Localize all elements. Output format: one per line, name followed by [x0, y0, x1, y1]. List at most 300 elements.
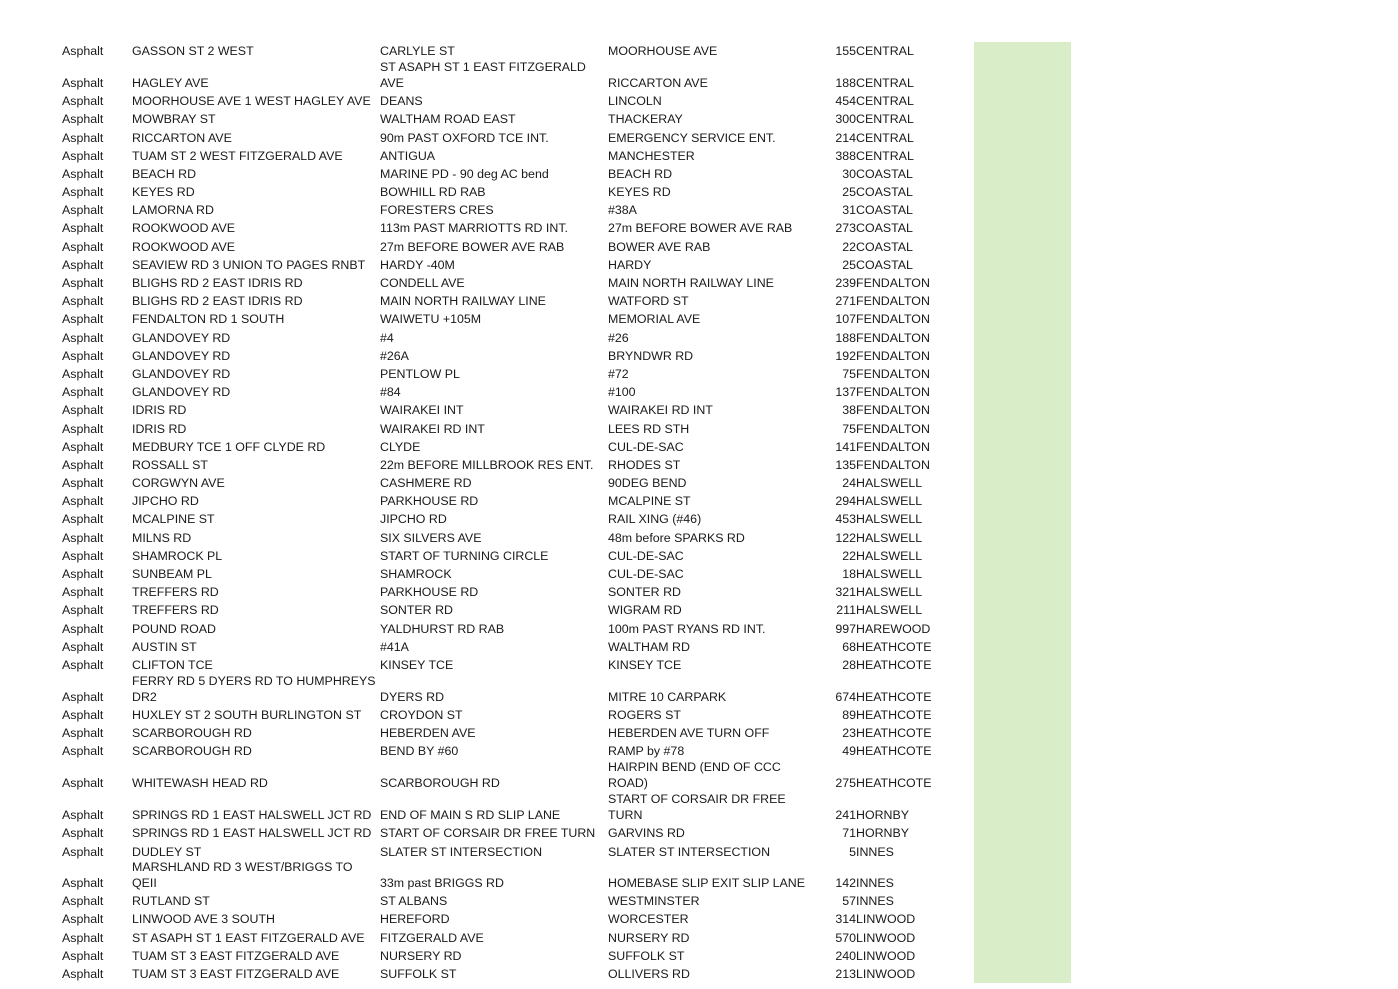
table-row[interactable]: [62, 219, 1071, 237]
cell-status[interactable]: [974, 619, 1071, 637]
cell-area[interactable]: [856, 419, 974, 437]
cell-to[interactable]: [608, 565, 808, 583]
table-row[interactable]: [62, 456, 1071, 474]
cell-to[interactable]: [608, 42, 808, 60]
cell-length[interactable]: [808, 456, 856, 474]
cell-status[interactable]: [974, 601, 1071, 619]
cell-area[interactable]: [856, 928, 974, 946]
cell-surface[interactable]: [62, 492, 132, 510]
cell-length[interactable]: [808, 201, 856, 219]
cell-road[interactable]: [132, 292, 380, 310]
cell-surface[interactable]: [62, 637, 132, 655]
cell-road[interactable]: [132, 237, 380, 255]
cell-from[interactable]: [380, 760, 608, 792]
cell-status[interactable]: [974, 565, 1071, 583]
cell-status[interactable]: [974, 892, 1071, 910]
cell-from[interactable]: [380, 565, 608, 583]
table-row[interactable]: [62, 42, 1071, 60]
cell-road[interactable]: [132, 42, 380, 60]
cell-from[interactable]: [380, 965, 608, 983]
cell-area[interactable]: [856, 965, 974, 983]
cell-area[interactable]: [856, 292, 974, 310]
cell-road[interactable]: [132, 792, 380, 824]
cell-area[interactable]: [856, 201, 974, 219]
table-row[interactable]: [62, 546, 1071, 564]
table-row[interactable]: [62, 255, 1071, 273]
cell-length[interactable]: [808, 583, 856, 601]
cell-length[interactable]: [808, 365, 856, 383]
cell-length[interactable]: [808, 219, 856, 237]
cell-area[interactable]: [856, 310, 974, 328]
table-row[interactable]: [62, 310, 1071, 328]
cell-area[interactable]: [856, 42, 974, 60]
table-row[interactable]: [62, 201, 1071, 219]
cell-area[interactable]: [856, 637, 974, 655]
cell-status[interactable]: [974, 546, 1071, 564]
table-row[interactable]: [62, 474, 1071, 492]
cell-length[interactable]: [808, 146, 856, 164]
cell-to[interactable]: [608, 760, 808, 792]
table-row[interactable]: [62, 824, 1071, 842]
table-row[interactable]: [62, 510, 1071, 528]
table-row[interactable]: [62, 637, 1071, 655]
cell-surface[interactable]: [62, 346, 132, 364]
cell-from[interactable]: [380, 419, 608, 437]
cell-road[interactable]: [132, 619, 380, 637]
cell-road[interactable]: [132, 910, 380, 928]
cell-area[interactable]: [856, 456, 974, 474]
table-row[interactable]: [62, 165, 1071, 183]
cell-length[interactable]: [808, 705, 856, 723]
cell-to[interactable]: [608, 910, 808, 928]
cell-surface[interactable]: [62, 292, 132, 310]
cell-status[interactable]: [974, 328, 1071, 346]
cell-status[interactable]: [974, 383, 1071, 401]
cell-length[interactable]: [808, 842, 856, 860]
cell-length[interactable]: [808, 474, 856, 492]
cell-road[interactable]: [132, 824, 380, 842]
cell-length[interactable]: [808, 292, 856, 310]
cell-from[interactable]: [380, 346, 608, 364]
cell-area[interactable]: [856, 656, 974, 674]
cell-road[interactable]: [132, 146, 380, 164]
cell-length[interactable]: [808, 274, 856, 292]
table-row[interactable]: [62, 965, 1071, 983]
cell-area[interactable]: [856, 60, 974, 92]
cell-road[interactable]: [132, 760, 380, 792]
cell-to[interactable]: [608, 965, 808, 983]
cell-area[interactable]: [856, 474, 974, 492]
cell-area[interactable]: [856, 165, 974, 183]
cell-length[interactable]: [808, 656, 856, 674]
table-row[interactable]: [62, 437, 1071, 455]
cell-road[interactable]: [132, 419, 380, 437]
cell-status[interactable]: [974, 365, 1071, 383]
cell-length[interactable]: [808, 255, 856, 273]
cell-area[interactable]: [856, 601, 974, 619]
cell-length[interactable]: [808, 183, 856, 201]
cell-to[interactable]: [608, 346, 808, 364]
cell-status[interactable]: [974, 792, 1071, 824]
cell-area[interactable]: [856, 619, 974, 637]
cell-road[interactable]: [132, 637, 380, 655]
cell-status[interactable]: [974, 237, 1071, 255]
cell-surface[interactable]: [62, 546, 132, 564]
table-row[interactable]: [62, 792, 1071, 824]
cell-from[interactable]: [380, 274, 608, 292]
cell-status[interactable]: [974, 219, 1071, 237]
cell-road[interactable]: [132, 565, 380, 583]
cell-to[interactable]: [608, 146, 808, 164]
cell-road[interactable]: [132, 742, 380, 760]
cell-from[interactable]: [380, 401, 608, 419]
cell-status[interactable]: [974, 128, 1071, 146]
cell-surface[interactable]: [62, 965, 132, 983]
cell-area[interactable]: [856, 255, 974, 273]
cell-road[interactable]: [132, 165, 380, 183]
cell-road[interactable]: [132, 892, 380, 910]
cell-to[interactable]: [608, 824, 808, 842]
cell-road[interactable]: [132, 724, 380, 742]
cell-to[interactable]: [608, 724, 808, 742]
cell-area[interactable]: [856, 510, 974, 528]
cell-status[interactable]: [974, 255, 1071, 273]
cell-status[interactable]: [974, 274, 1071, 292]
cell-surface[interactable]: [62, 219, 132, 237]
cell-surface[interactable]: [62, 42, 132, 60]
cell-status[interactable]: [974, 674, 1071, 706]
table-row[interactable]: [62, 274, 1071, 292]
table-row[interactable]: [62, 292, 1071, 310]
table-row[interactable]: [62, 419, 1071, 437]
cell-road[interactable]: [132, 92, 380, 110]
cell-to[interactable]: [608, 510, 808, 528]
cell-from[interactable]: [380, 824, 608, 842]
cell-road[interactable]: [132, 492, 380, 510]
cell-status[interactable]: [974, 824, 1071, 842]
cell-status[interactable]: [974, 860, 1071, 892]
cell-length[interactable]: [808, 619, 856, 637]
cell-status[interactable]: [974, 510, 1071, 528]
cell-road[interactable]: [132, 219, 380, 237]
cell-area[interactable]: [856, 892, 974, 910]
cell-area[interactable]: [856, 528, 974, 546]
table-row[interactable]: [62, 492, 1071, 510]
table-row[interactable]: [62, 656, 1071, 674]
cell-status[interactable]: [974, 742, 1071, 760]
cell-to[interactable]: [608, 292, 808, 310]
cell-from[interactable]: [380, 910, 608, 928]
cell-length[interactable]: [808, 946, 856, 964]
cell-to[interactable]: [608, 583, 808, 601]
cell-from[interactable]: [380, 674, 608, 706]
cell-area[interactable]: [856, 910, 974, 928]
cell-area[interactable]: [856, 128, 974, 146]
cell-length[interactable]: [808, 92, 856, 110]
cell-area[interactable]: [856, 110, 974, 128]
cell-road[interactable]: [132, 928, 380, 946]
cell-length[interactable]: [808, 546, 856, 564]
cell-to[interactable]: [608, 546, 808, 564]
cell-to[interactable]: [608, 328, 808, 346]
cell-area[interactable]: [856, 946, 974, 964]
cell-to[interactable]: [608, 619, 808, 637]
table-row[interactable]: [62, 92, 1071, 110]
cell-from[interactable]: [380, 892, 608, 910]
cell-surface[interactable]: [62, 510, 132, 528]
cell-to[interactable]: [608, 310, 808, 328]
cell-from[interactable]: [380, 742, 608, 760]
cell-length[interactable]: [808, 792, 856, 824]
cell-status[interactable]: [974, 637, 1071, 655]
cell-surface[interactable]: [62, 165, 132, 183]
cell-surface[interactable]: [62, 183, 132, 201]
cell-length[interactable]: [808, 824, 856, 842]
cell-surface[interactable]: [62, 892, 132, 910]
table-row[interactable]: [62, 601, 1071, 619]
cell-length[interactable]: [808, 492, 856, 510]
cell-from[interactable]: [380, 601, 608, 619]
cell-length[interactable]: [808, 383, 856, 401]
cell-to[interactable]: [608, 419, 808, 437]
cell-to[interactable]: [608, 928, 808, 946]
cell-road[interactable]: [132, 946, 380, 964]
cell-area[interactable]: [856, 742, 974, 760]
table-row[interactable]: [62, 110, 1071, 128]
cell-surface[interactable]: [62, 860, 132, 892]
cell-surface[interactable]: [62, 128, 132, 146]
cell-from[interactable]: [380, 546, 608, 564]
cell-road[interactable]: [132, 965, 380, 983]
cell-length[interactable]: [808, 965, 856, 983]
cell-from[interactable]: [380, 724, 608, 742]
cell-to[interactable]: [608, 401, 808, 419]
cell-to[interactable]: [608, 842, 808, 860]
cell-status[interactable]: [974, 724, 1071, 742]
cell-from[interactable]: [380, 219, 608, 237]
cell-to[interactable]: [608, 365, 808, 383]
cell-from[interactable]: [380, 637, 608, 655]
cell-status[interactable]: [974, 60, 1071, 92]
cell-from[interactable]: [380, 474, 608, 492]
cell-status[interactable]: [974, 401, 1071, 419]
cell-status[interactable]: [974, 165, 1071, 183]
cell-from[interactable]: [380, 437, 608, 455]
cell-from[interactable]: [380, 328, 608, 346]
cell-area[interactable]: [856, 401, 974, 419]
cell-surface[interactable]: [62, 842, 132, 860]
cell-road[interactable]: [132, 656, 380, 674]
table-row[interactable]: [62, 583, 1071, 601]
cell-from[interactable]: [380, 383, 608, 401]
cell-status[interactable]: [974, 946, 1071, 964]
cell-status[interactable]: [974, 705, 1071, 723]
cell-surface[interactable]: [62, 310, 132, 328]
cell-length[interactable]: [808, 328, 856, 346]
cell-status[interactable]: [974, 292, 1071, 310]
table-row[interactable]: [62, 565, 1071, 583]
cell-from[interactable]: [380, 60, 608, 92]
cell-status[interactable]: [974, 346, 1071, 364]
cell-to[interactable]: [608, 110, 808, 128]
cell-road[interactable]: [132, 546, 380, 564]
cell-from[interactable]: [380, 255, 608, 273]
cell-from[interactable]: [380, 656, 608, 674]
cell-to[interactable]: [608, 674, 808, 706]
table-row[interactable]: [62, 619, 1071, 637]
cell-road[interactable]: [132, 842, 380, 860]
cell-length[interactable]: [808, 110, 856, 128]
cell-length[interactable]: [808, 401, 856, 419]
cell-length[interactable]: [808, 346, 856, 364]
cell-length[interactable]: [808, 601, 856, 619]
cell-surface[interactable]: [62, 110, 132, 128]
cell-road[interactable]: [132, 60, 380, 92]
cell-status[interactable]: [974, 528, 1071, 546]
cell-surface[interactable]: [62, 383, 132, 401]
cell-length[interactable]: [808, 742, 856, 760]
table-row[interactable]: [62, 760, 1071, 792]
cell-road[interactable]: [132, 674, 380, 706]
table-row[interactable]: [62, 328, 1071, 346]
cell-surface[interactable]: [62, 437, 132, 455]
cell-to[interactable]: [608, 274, 808, 292]
cell-area[interactable]: [856, 383, 974, 401]
cell-surface[interactable]: [62, 456, 132, 474]
cell-status[interactable]: [974, 456, 1071, 474]
cell-from[interactable]: [380, 792, 608, 824]
cell-length[interactable]: [808, 237, 856, 255]
cell-surface[interactable]: [62, 474, 132, 492]
cell-status[interactable]: [974, 42, 1071, 60]
cell-area[interactable]: [856, 365, 974, 383]
cell-to[interactable]: [608, 742, 808, 760]
cell-status[interactable]: [974, 201, 1071, 219]
cell-length[interactable]: [808, 437, 856, 455]
table-row[interactable]: [62, 742, 1071, 760]
cell-status[interactable]: [974, 474, 1071, 492]
cell-to[interactable]: [608, 383, 808, 401]
cell-area[interactable]: [856, 565, 974, 583]
table-row[interactable]: [62, 674, 1071, 706]
cell-area[interactable]: [856, 792, 974, 824]
cell-road[interactable]: [132, 583, 380, 601]
cell-road[interactable]: [132, 274, 380, 292]
table-row[interactable]: [62, 724, 1071, 742]
cell-surface[interactable]: [62, 824, 132, 842]
cell-from[interactable]: [380, 92, 608, 110]
cell-surface[interactable]: [62, 656, 132, 674]
cell-area[interactable]: [856, 760, 974, 792]
cell-from[interactable]: [380, 146, 608, 164]
cell-road[interactable]: [132, 474, 380, 492]
table-row[interactable]: [62, 860, 1071, 892]
cell-to[interactable]: [608, 92, 808, 110]
cell-area[interactable]: [856, 237, 974, 255]
cell-status[interactable]: [974, 419, 1071, 437]
cell-surface[interactable]: [62, 705, 132, 723]
cell-road[interactable]: [132, 255, 380, 273]
cell-length[interactable]: [808, 128, 856, 146]
table-row[interactable]: [62, 183, 1071, 201]
cell-status[interactable]: [974, 965, 1071, 983]
cell-status[interactable]: [974, 492, 1071, 510]
cell-from[interactable]: [380, 842, 608, 860]
cell-from[interactable]: [380, 528, 608, 546]
cell-length[interactable]: [808, 42, 856, 60]
cell-from[interactable]: [380, 201, 608, 219]
cell-from[interactable]: [380, 237, 608, 255]
table-row[interactable]: [62, 910, 1071, 928]
cell-status[interactable]: [974, 310, 1071, 328]
cell-road[interactable]: [132, 601, 380, 619]
cell-road[interactable]: [132, 528, 380, 546]
cell-surface[interactable]: [62, 274, 132, 292]
cell-to[interactable]: [608, 128, 808, 146]
cell-area[interactable]: [856, 437, 974, 455]
cell-road[interactable]: [132, 383, 380, 401]
cell-area[interactable]: [856, 674, 974, 706]
cell-to[interactable]: [608, 219, 808, 237]
cell-area[interactable]: [856, 724, 974, 742]
cell-surface[interactable]: [62, 92, 132, 110]
cell-to[interactable]: [608, 656, 808, 674]
cell-area[interactable]: [856, 492, 974, 510]
cell-from[interactable]: [380, 110, 608, 128]
cell-road[interactable]: [132, 110, 380, 128]
cell-from[interactable]: [380, 705, 608, 723]
cell-length[interactable]: [808, 910, 856, 928]
cell-to[interactable]: [608, 601, 808, 619]
table-row[interactable]: [62, 401, 1071, 419]
cell-surface[interactable]: [62, 528, 132, 546]
cell-from[interactable]: [380, 860, 608, 892]
cell-surface[interactable]: [62, 601, 132, 619]
cell-status[interactable]: [974, 146, 1071, 164]
cell-surface[interactable]: [62, 946, 132, 964]
cell-to[interactable]: [608, 255, 808, 273]
table-row[interactable]: [62, 705, 1071, 723]
cell-surface[interactable]: [62, 328, 132, 346]
cell-status[interactable]: [974, 110, 1071, 128]
cell-to[interactable]: [608, 474, 808, 492]
cell-length[interactable]: [808, 165, 856, 183]
cell-to[interactable]: [608, 637, 808, 655]
cell-length[interactable]: [808, 892, 856, 910]
table-row[interactable]: [62, 892, 1071, 910]
cell-length[interactable]: [808, 510, 856, 528]
cell-length[interactable]: [808, 528, 856, 546]
cell-surface[interactable]: [62, 255, 132, 273]
cell-surface[interactable]: [62, 742, 132, 760]
cell-road[interactable]: [132, 128, 380, 146]
table-row[interactable]: [62, 365, 1071, 383]
cell-from[interactable]: [380, 583, 608, 601]
cell-from[interactable]: [380, 310, 608, 328]
table-row[interactable]: [62, 346, 1071, 364]
cell-surface[interactable]: [62, 724, 132, 742]
cell-length[interactable]: [808, 724, 856, 742]
cell-status[interactable]: [974, 760, 1071, 792]
cell-surface[interactable]: [62, 401, 132, 419]
cell-surface[interactable]: [62, 910, 132, 928]
cell-from[interactable]: [380, 128, 608, 146]
table-row[interactable]: [62, 128, 1071, 146]
cell-length[interactable]: [808, 674, 856, 706]
table-row[interactable]: [62, 60, 1071, 92]
cell-road[interactable]: [132, 401, 380, 419]
cell-to[interactable]: [608, 237, 808, 255]
